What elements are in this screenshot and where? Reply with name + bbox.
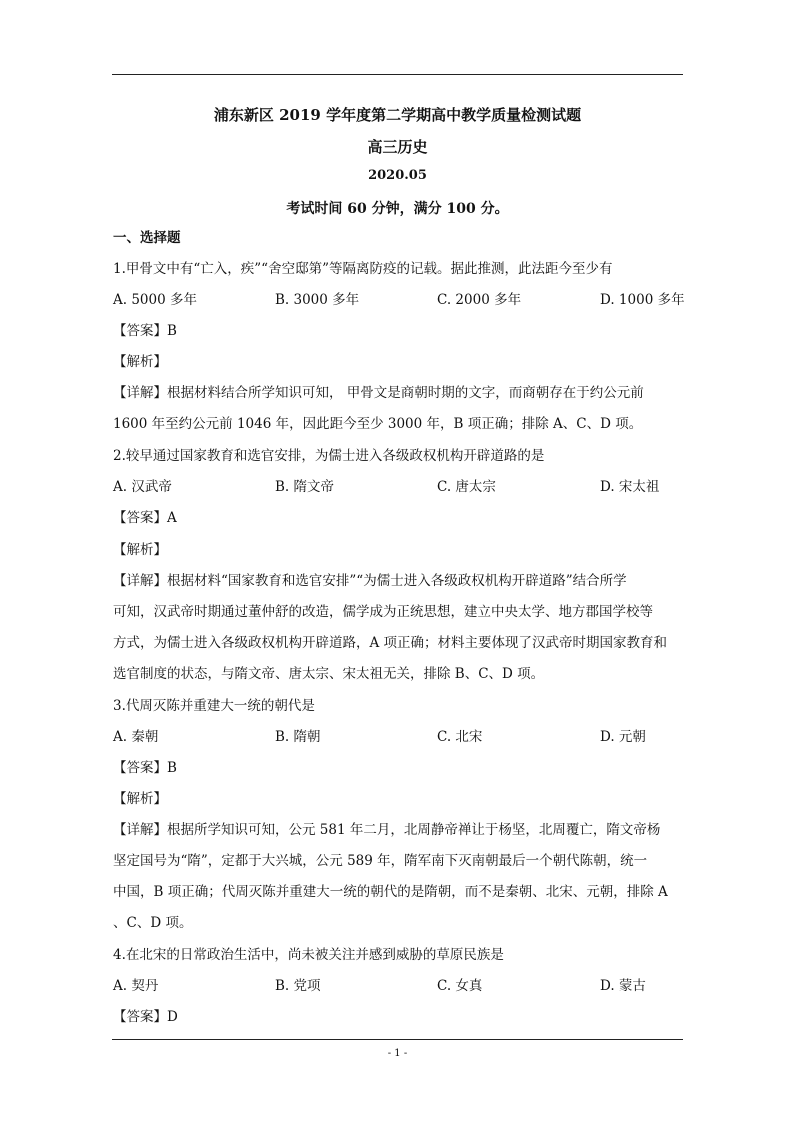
question-2-detail-line: 方式，为儒士进入各级政权机构开辟道路，A 项正确；材料主要体现了汉武帝时期国家教育和	[113, 635, 668, 651]
question-2-analysis-label: 【解析】	[113, 542, 167, 558]
exam-info: 考试时间 60 分钟，满分 100 分。	[286, 201, 509, 217]
footer-rule	[112, 1039, 683, 1040]
question-2-option-d: D. 宋太祖	[600, 479, 660, 495]
question-2-stem: 2.较早通过国家教育和选官安排，为儒士进入各级政权机构开辟道路的是	[113, 448, 545, 464]
exam-title: 浦东新区 2019 学年度第二学期高中教学质量检测试题	[213, 106, 582, 124]
question-3-answer: 【答案】B	[113, 760, 177, 776]
question-4-stem: 4.在北宋的日常政治生活中，尚未被关注并感到威胁的草原民族是	[113, 947, 504, 963]
question-4-option-b: B. 党项	[275, 978, 321, 994]
question-2-detail-line: 【详解】根据材料“国家教育和选官安排”“为儒士进入各级政权机构开辟道路”结合所学	[113, 573, 627, 589]
question-1-option-d: D. 1000 多年	[600, 292, 685, 308]
question-2-detail-line: 可知，汉武帝时期通过董仲舒的改造，儒学成为正统思想，建立中央太学、地方郡国学校等	[113, 604, 653, 620]
question-3-stem: 3.代周灭陈并重建大一统的朝代是	[113, 698, 315, 714]
question-3-detail-line: 坚定国号为“隋”，定都于大兴城，公元 589 年，隋军南下灭南朝最后一个朝代陈朝，统一	[113, 853, 648, 869]
question-3-option-d: D. 元朝	[600, 729, 646, 745]
question-1-analysis-label: 【解析】	[113, 354, 167, 370]
question-1-option-b: B. 3000 多年	[275, 292, 360, 308]
question-4-answer: 【答案】D	[113, 1009, 178, 1025]
exam-date: 2020.05	[368, 168, 427, 183]
section-heading: 一、选择题	[113, 230, 181, 246]
question-1-option-a: A. 5000 多年	[113, 292, 197, 308]
question-3-detail-line: 【详解】根据所学知识可知，公元 581 年二月，北周静帝禅让于杨坚，北周覆亡，隋文帝杨	[113, 822, 661, 838]
question-3-option-a: A. 秦朝	[113, 729, 159, 745]
question-3-detail-line: 、C、D 项。	[113, 915, 193, 931]
question-4-option-d: D. 蒙古	[600, 978, 646, 994]
header-rule	[112, 74, 683, 75]
page-number: - 1 -	[387, 1048, 408, 1059]
question-2-option-a: A. 汉武帝	[113, 479, 172, 495]
question-1-detail-line: 1600 年至约公元前 1046 年，因此距今至少 3000 年，B 项正确；排除 A、C、D 项。	[113, 416, 643, 432]
question-3-detail-line: 中国，B 项正确；代周灭陈并重建大一统的朝代的是隋朝，而不是秦朝、北宋、元朝，排除 A	[113, 884, 668, 900]
question-4-option-c: C. 女真	[437, 978, 483, 994]
question-3-option-b: B. 隋朝	[275, 729, 321, 745]
question-1-option-c: C. 2000 多年	[437, 292, 522, 308]
question-2-answer: 【答案】A	[113, 510, 177, 526]
question-3-option-c: C. 北宋	[437, 729, 483, 745]
question-3-analysis-label: 【解析】	[113, 791, 167, 807]
question-2-detail-line: 选官制度的状态，与隋文帝、唐太宗、宋太祖无关，排除 B、C、D 项。	[113, 666, 545, 682]
question-2-option-b: B. 隋文帝	[275, 479, 335, 495]
question-4-option-a: A. 契丹	[113, 978, 159, 994]
question-1-detail-line: 【详解】根据材料结合所学知识可知， 甲骨文是商朝时期的文字，而商朝存在于约公元前	[113, 385, 644, 401]
question-2-option-c: C. 唐太宗	[437, 479, 496, 495]
subject-title: 高三历史	[367, 138, 428, 156]
question-1-answer: 【答案】B	[113, 323, 177, 339]
question-1-stem: 1.甲骨文中有“亡入，疾”“舍空邸第”等隔离防疫的记载。据此推测，此法距今至少有	[113, 261, 613, 277]
